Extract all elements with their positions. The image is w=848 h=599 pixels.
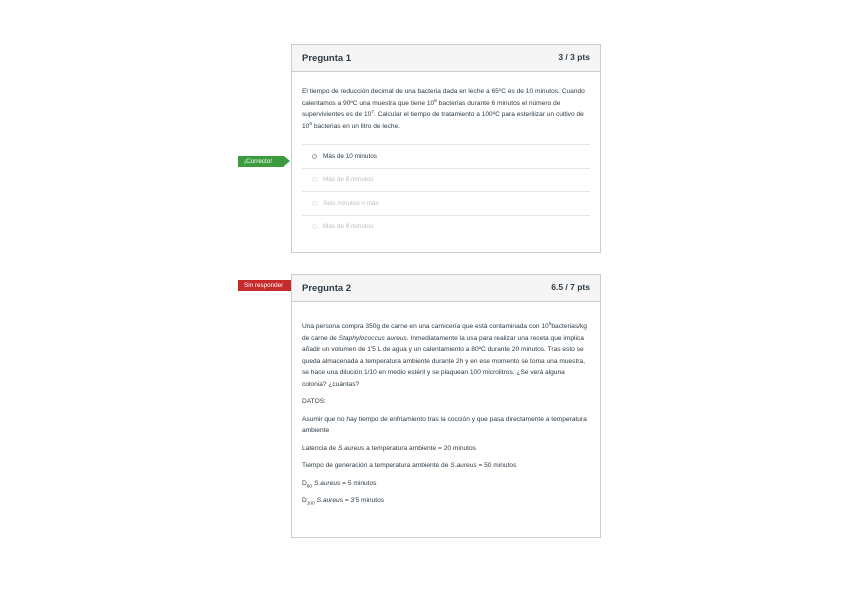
d100-text: $D_{100}$ S.aureus = 3'5 minutos xyxy=(302,497,385,507)
question-2-points: 6.5 / 7 pts xyxy=(551,282,590,292)
question-2-body xyxy=(292,302,600,523)
unanswered-status-tag: Sin responder xyxy=(238,280,292,291)
d80-text: $D_{80}$ S.aureus = 5 minutos xyxy=(302,479,377,489)
question-1-card xyxy=(291,44,601,253)
answer-option[interactable]: Seis minutos o más xyxy=(302,191,590,215)
question-1-header xyxy=(292,45,600,72)
latency-text: Latencia de S.aureus a temperatura ambiente = 20 minutos xyxy=(302,444,476,452)
question-2-header xyxy=(292,275,600,302)
correct-status-tag: ¡Correcto! xyxy=(238,156,284,167)
radio-icon[interactable] xyxy=(312,154,317,159)
generation-time-text: Tiempo de generación a temperatura ambiente de S.aureus = 50 minutos xyxy=(302,462,517,469)
assumption-text: Asumir que no hay tiempo de enfriamiento tras la cocción y que pasa directamente a temperatura ambiente xyxy=(302,415,587,434)
question-2-card xyxy=(291,274,601,538)
question-2-text: Una persona compra 350g de carne en una carnicería que está contaminada con $10^5bacterias/kg$ de carne de Staphylococcus aureus. Inmediatamente la usa para realizar una receta que implica añadir un volumen de 1'5 L de agua y un calentamiento a 80ºC durante 20 minutos. Tras esto se queda almacenada a temperatura ambiente durante 2h y en ese momento se toma una muestra, se hace una dilución 1/10 en medio estéril y se plaquean 100 microlitros. ¿Se verá alguna colonia? ¿cuántas? xyxy=(302,321,587,388)
radio-icon[interactable] xyxy=(312,224,317,229)
question-1-title: Pregunta 1 xyxy=(302,53,352,64)
answer-option[interactable]: Más de 8 minutos xyxy=(302,168,590,192)
question-1-answers xyxy=(302,144,590,238)
answer-option[interactable]: Más de 6 minutos xyxy=(302,215,590,239)
answer-option[interactable]: Más de 10 minutos xyxy=(302,144,590,168)
question-1-body xyxy=(292,72,600,248)
datos-heading: DATOS: xyxy=(302,398,326,405)
question-1-points: 3 / 3 pts xyxy=(558,52,590,62)
radio-icon[interactable] xyxy=(312,177,317,182)
question-2-title: Pregunta 2 xyxy=(302,283,352,294)
radio-icon[interactable] xyxy=(312,201,317,206)
question-1-text: El tiempo de reducción decimal de una bacteria dada en leche a 65ºC es de 10 minutos. Cuando calentamos a 90ºC una muestra que tiene $10^9$ bacterias durante 6 minutos el número de supervivientes es de $10^7$. Calcular el tiempo de tratamiento a 100ºC para esterilizar un cultivo de $10^5$ bacterias en un litro de leche. xyxy=(302,88,585,130)
